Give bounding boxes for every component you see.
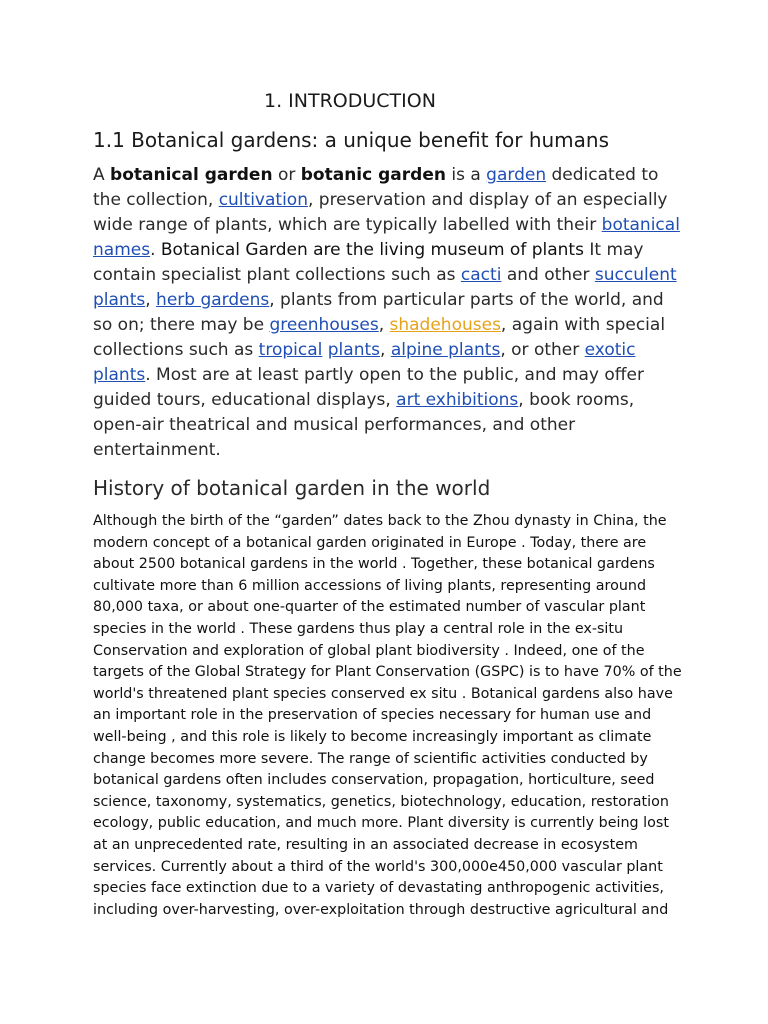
intro-text: , book rooms, open-air theatrical and musical performances, and other entertainment. (93, 390, 635, 460)
link-alpine-plants[interactable]: alpine plants (390, 340, 501, 360)
link-greenhouses[interactable]: greenhouses (269, 315, 379, 335)
intro-text: is a (445, 165, 487, 185)
link-herb-gardens[interactable]: herb gardens (156, 290, 270, 310)
intro-text: It may contain specialist plant collections such as (93, 240, 644, 285)
section-heading-history: History of botanical garden in the world (93, 476, 491, 500)
intro-highlight-sentence: Botanical Garden are the living museum of plants (160, 240, 584, 260)
intro-paragraph (93, 163, 683, 463)
link-exotic-plants[interactable]: exotic plants (93, 340, 636, 385)
link-tropical[interactable]: tropical (258, 340, 323, 360)
intro-text: , or other (500, 340, 585, 360)
intro-text: , again with special collections such as (93, 315, 666, 360)
intro-text: . (150, 240, 161, 260)
link-shadehouses[interactable]: shadehouses (389, 315, 501, 335)
subsection-heading-botanical-gardens: 1.1 Botanical gardens: a unique benefit for humans (93, 128, 610, 152)
intro-text: A (93, 165, 111, 185)
link-garden[interactable]: garden (486, 165, 547, 185)
link-cultivation[interactable]: cultivation (218, 190, 308, 210)
intro-text: dedicated to the collection, (93, 165, 659, 210)
intro-text: , (378, 315, 390, 335)
section-heading-introduction: 1. INTRODUCTION (264, 90, 436, 112)
intro-text: , (145, 290, 157, 310)
link-succulent-plants[interactable]: succulent plants (93, 265, 677, 310)
bold-term-botanical-garden: botanical garden (110, 165, 273, 185)
link-plants[interactable]: plants (327, 340, 380, 360)
intro-text: , plants from particular parts of the world, and so on; there may be (93, 290, 664, 335)
link-cacti[interactable]: cacti (460, 265, 502, 285)
bold-term-botanic-garden: botanic garden (300, 165, 446, 185)
intro-text: . Most are at least partly open to the public, and may offer guided tours, educational displays, (93, 365, 644, 410)
intro-text: or (272, 165, 301, 185)
link-art-exhibitions[interactable]: art exhibitions (396, 390, 519, 410)
link-botanical-names[interactable]: botanical names (93, 215, 680, 260)
history-paragraph: Although the birth of the “garden” dates back to the Zhou dynasty in China, the modern concept of a botanical garden originated in Europe . Today, there are about 2500 botanical gardens in the world . Together, these botanical gardens cultivate more than 6 million accessions of living plants, representing around 80,000 taxa, or about one-quarter of the estimated number of vascular plant species in the world . These gardens thus play a central role in the ex-situ Conservation and exploration of global plant biodiversity . Indeed, one of the targets of the Global Strategy for Plant Conservation (GSPC) is to have 70% of the world's threatened plant species conserved ex situ . Botanical gardens also have an important role in the preservation of species necessary for human use and well-being , and this role is likely to become increasingly important as climate change becomes more severe. The range of scientific activities conducted by botanical gardens often includes conservation, propagation, horticulture, seed science, taxonomy, systematics, genetics, biotechnology, education, restoration ecology, public education, and much more. Plant diversity is currently being lost at an unprecedented rate, resulting in an associated decrease in ecosystem services. Currently about a third of the world's 300,000e450,000 vascular plant species face extinction due to a variety of devastating anthropogenic activities, including over-harvesting, over-exploitation through destructive agricultural and (93, 513, 682, 918)
intro-text: , preservation and display of an especially wide range of plants, which are typically labelled with their (93, 190, 668, 235)
intro-text: , (380, 340, 391, 360)
intro-text: and other (501, 265, 595, 285)
